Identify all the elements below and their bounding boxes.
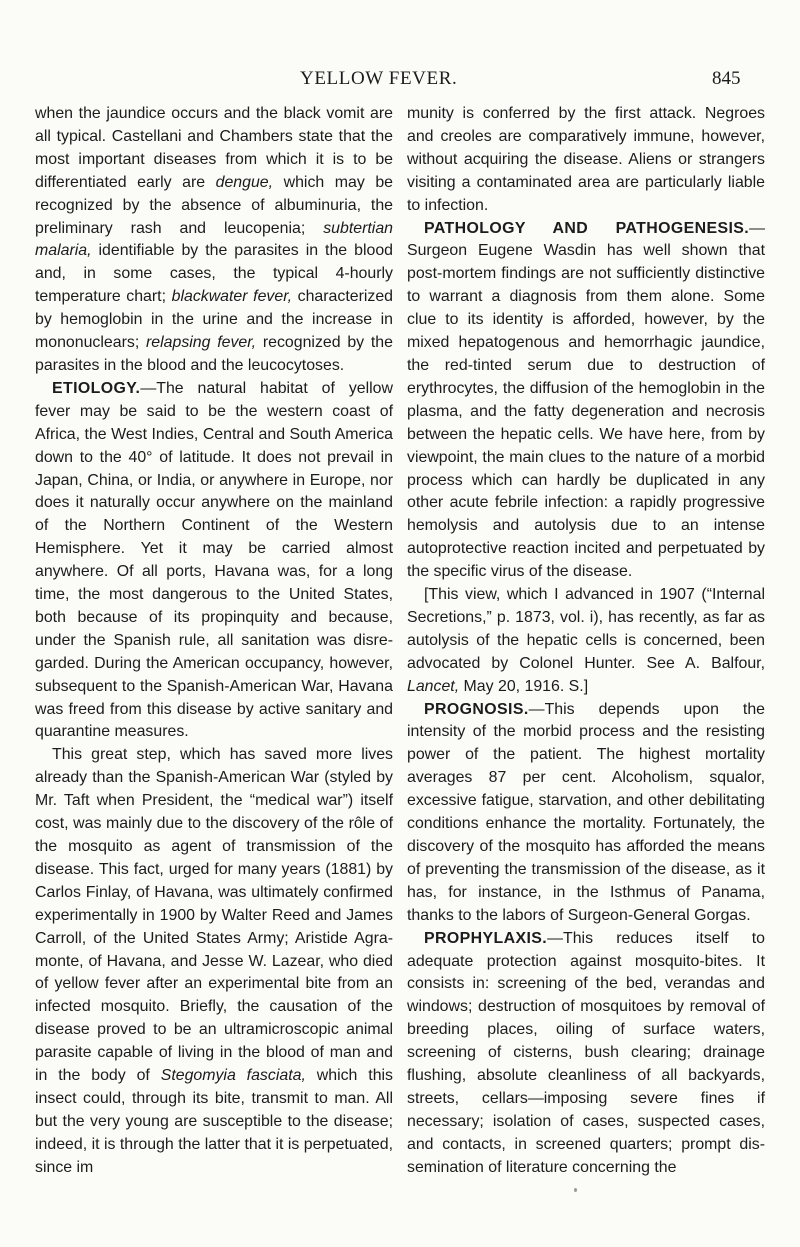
italic-term-dengue: dengue, xyxy=(215,173,274,191)
paragraph-text: recognized by the parasites in the blood and the leucocytoses. xyxy=(35,334,393,374)
page-number: 845 xyxy=(712,68,741,89)
paragraph-text: —The natural habitat of yellow fever may be said to be the western coast of Africa, the West Indies, Central and South America down to the 40° of latitude. It does not prevail in Japan, China, or India, or anywhere in Europe, nor does it naturally occur anywhere on the mainland of the Northern Continent of the Western Hemisphere. Yet it may be carried almost anywhere. Of all ports, Havana was, for a long time, the most dangerous to the United States, both because of its propinquity and because, under the Spanish rule, all sanitation was disregarded. During the American occupancy, however, subsequent to the Spanish-American War, Havana was freed from this disease by active sanitary and quarantine measures. xyxy=(35,379,393,741)
paragraph-text: This great step, which has saved more lives already than the Spanish-American War (styled by Mr. Taft when President, the “medical war”) itself cost, was mainly due to the discovery of the rôle of the mosquito as agent of transmission of the disease. This fact, urged for many years (1881) by Carlos Finlay, of Havana, was ultimately confirmed experimentally in 1900 by Walter Reed and James Carroll, of the United States Army; Aristide Agramonte, of Havana, and Jesse W. Lazear, who died of yellow fever after an experimental bite from an infected mosquito. Briefly, the causation of the disease proved to be an ultramicroscopic animal parasite capable of living in the blood of man and in the body of xyxy=(35,746,393,1085)
running-head-title: YELLOW FEVER. xyxy=(300,68,458,89)
paragraph-prognosis xyxy=(407,699,765,928)
paragraph-immunity xyxy=(407,103,765,218)
italic-term-blackwater-fever: blackwater fever, xyxy=(171,288,293,306)
right-column xyxy=(407,103,765,1180)
scan-speck xyxy=(574,1188,577,1192)
italic-term-relapsing-fever: relapsing fever, xyxy=(145,334,257,352)
paragraph-text: identifiable by the parasites in the blood and, in some cases, the typical 4-hourly temperature chart; xyxy=(35,242,393,306)
paragraph-pathology xyxy=(407,218,765,585)
paragraph-text: munity is conferred by the first attack. Negroes and creoles are comparatively immune, however, without acquiring the disease. Aliens or strangers visiting a contaminated area are particularly liable to infection. xyxy=(407,105,765,214)
paragraph-mosquito-discovery xyxy=(35,744,393,1179)
paragraph-text: which this insect could, through its bite, transmit to man. All but the very young are susceptible to the disease; indeed, it is through the latter that it is perpetuated, since im xyxy=(35,1067,394,1176)
paragraph-editor-note xyxy=(407,584,765,699)
section-heading-prognosis: PROGNOSIS. xyxy=(424,700,529,718)
section-heading-prophylaxis: PROPHYLAXIS. xyxy=(424,929,548,947)
paragraph-text: characterized by hemoglobin in the urine and the increase in mononuclears; xyxy=(35,288,394,352)
italic-term-subtertian-malaria: subtertian malaria, xyxy=(35,219,393,260)
paragraph-text: —Surgeon Eugene Wasdin has well shown that post-mortem findings are not sufficiently distinctive to warrant a diagnosis from them alone. Some clue to its identity is afforded, however, by the mixed hepatogenous and hemorrhagic jaundice, the red-tinted serum due to destruction of erythrocytes, the diffusion of the hemoglobin in the plasma, and the fatty degeneration and necrosis between the hepatic cells. We have here, from by viewpoint, the main clues to the nature of a morbid process which can hardly be duplicated in any other acute febrile infection: a rapidly progressive hemolysis and autolysis due to an intense autoprotective reaction incited and perpetuated by the specific virus of the disease. xyxy=(407,219,765,581)
paragraph-text: May 20, 1916. S.] xyxy=(459,677,589,695)
paragraph-prophylaxis xyxy=(407,928,765,1180)
running-head xyxy=(0,62,800,102)
paragraph-text: —This depends upon the intensity of the morbid process and the resisting power of the patient. The highest mortality averages 87 per cent. Alcoholism, squalor, excessive fatigue, starvation, and other debilitating conditions enhance the mortality. Fortunately, the discovery of the mosquito has afforded the means of preventing the transmission of the disease, as it has, for instance, in the Isthmus of Panama, thanks to the labors of Surgeon-General Gorgas. xyxy=(407,700,765,924)
italic-term-lancet: Lancet, xyxy=(407,677,460,695)
paragraph-text: [This view, which I advanced in 1907 (“Internal Secretions,” p. 1873, vol. i), has recently, as far as autolysis of the hepatic cells is concerned, been advocated by Colonel Hunter. See A. Balfour, xyxy=(407,586,765,672)
paragraph-text: when the jaundice occurs and the black vomit are all typical. Castellani and Chambers state that the most important diseases from which it is to be differentiated early are xyxy=(35,105,393,191)
paragraph-text: —This reduces itself to adequate protection against mosquito-bites. It consists in: screening of the bed, verandas and windows; destruction of mosquitoes by removal of breeding places, oiling of surface waters, screening of cisterns, bush clearing; drainage flushing, absolute cleanliness of all backyards, streets, cellars—imposing severe fines if necessary; isolation of cases, suspected cases, and contacts, in screened quarters; prompt dissemination of literature concerning the xyxy=(407,929,765,1176)
paragraph-etiology xyxy=(35,378,393,745)
left-column xyxy=(35,103,393,1180)
italic-term-stegomyia-fasciata: Stegomyia fasciata, xyxy=(160,1067,306,1085)
section-heading-etiology: ETIOLOGY. xyxy=(52,379,141,397)
paragraph-differential-diagnosis xyxy=(35,103,393,378)
paragraph-text: which may be recognized by the absence of albuminuria, the preliminary rash and leucopenia; xyxy=(35,173,393,237)
section-heading-pathology: PATHOLOGY AND PATHOGENESIS. xyxy=(424,219,750,237)
